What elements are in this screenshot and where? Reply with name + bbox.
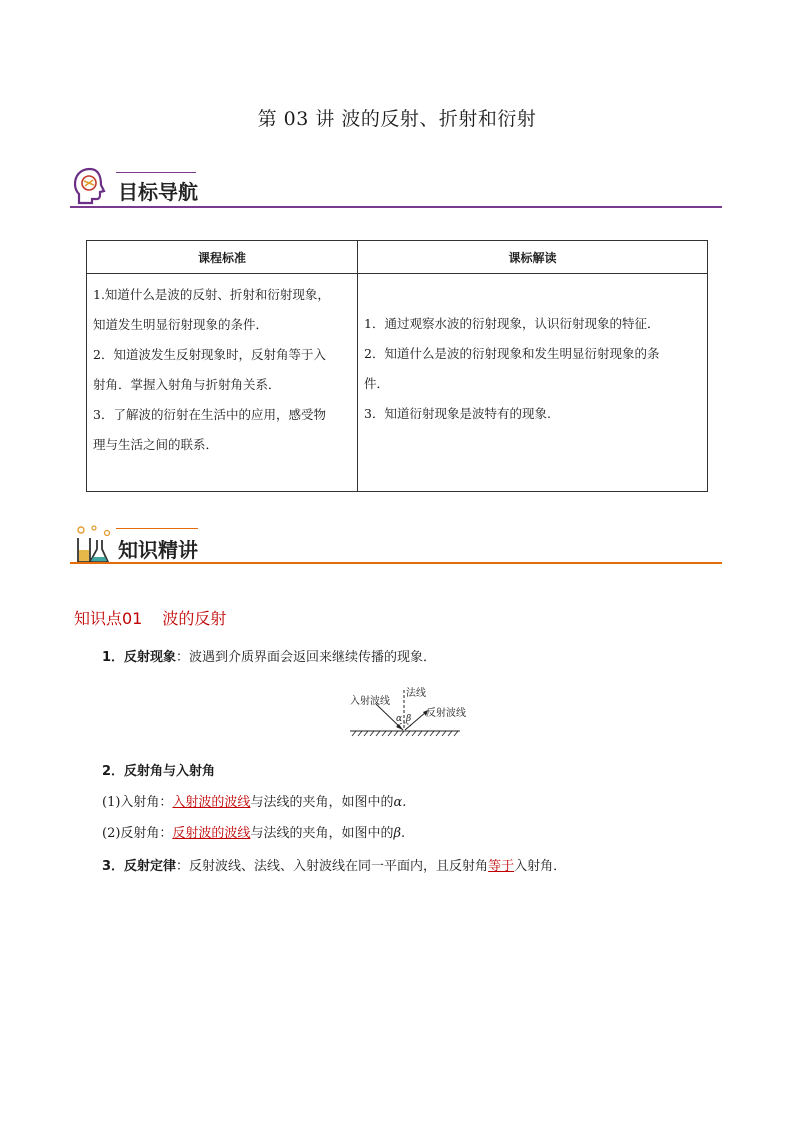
definition-text: ：波遇到介质界面会返回来继续传播的现象． (176, 650, 437, 665)
item-reflection-angle (102, 822, 405, 841)
standards-table (86, 240, 708, 492)
term-label: 1．反射现象 (102, 650, 177, 665)
normal-label: 法线 (406, 688, 426, 699)
interpretation-cell (358, 274, 708, 492)
standard-line: 3．了解波的衍射在生活中的应用，感受物 (93, 407, 326, 422)
table-row (87, 274, 708, 492)
definition-text: ：反射波线、法线、入射波线在同一平面内，且反射角 (176, 859, 489, 874)
term-label: 2．反射角与入射角 (102, 764, 216, 779)
interpretation-line: 3．知道衍射现象是波特有的现象. (364, 406, 551, 421)
knowledge-point-number: 知识点01 (74, 609, 143, 628)
reflected-ray-label: 反射波线 (426, 708, 466, 719)
definition-suffix: 与法线的夹角，如图中的 (250, 795, 394, 810)
table-header-row (87, 241, 708, 274)
knowledge-point-name: 波的反射 (162, 609, 227, 628)
header-accent-line (116, 172, 196, 173)
definition-prefix: (2)反射角： (102, 826, 173, 841)
section-header-knowledge (70, 520, 722, 570)
standard-line: 2．知道波发生反射现象时，反射角等于入 (93, 347, 326, 362)
standard-line: 1.知道什么是波的反射、折射和衍射现象， (93, 287, 330, 302)
term-label: 3．反射定律 (102, 859, 177, 874)
alpha-symbol: α. (393, 795, 407, 810)
table-header-standard: 课程标准 (87, 241, 358, 274)
section-title-goals: 目标导航 (118, 180, 198, 204)
page-title: 第 03 讲 波的反射、折射和衍射 (257, 108, 537, 130)
standard-cell (87, 274, 358, 492)
section-title-knowledge: 知识精讲 (118, 538, 198, 562)
definition-tail: 入射角． (514, 859, 567, 874)
standard-line: 射角．掌握入射角与折射角关系． (93, 377, 281, 392)
standard-line: 知道发生明显衍射现象的条件． (93, 317, 269, 332)
knowledge-point-title (74, 606, 226, 629)
section-header-goals (70, 160, 722, 210)
fill-in-answer: 入射波的波线 (172, 795, 251, 810)
item-angles-heading (102, 760, 215, 779)
table-header-interpretation: 课标解读 (358, 241, 708, 274)
section-divider (70, 206, 722, 208)
definition-suffix: 与法线的夹角，如图中的 (250, 826, 394, 841)
fill-in-answer: 等于 (488, 859, 515, 874)
lab-flask-icon (72, 524, 112, 566)
interpretation-line: 1．通过观察水波的衍射现象，认识衍射现象的特征． (364, 316, 660, 331)
item-incident-angle (102, 791, 406, 810)
interpretation-line: 2．知道什么是波的衍射现象和发生明显衍射现象的条 (364, 346, 660, 361)
reflection-diagram (346, 686, 466, 742)
fill-in-answer: 反射波的波线 (172, 826, 251, 841)
header-accent-line (116, 528, 198, 529)
beta-symbol: β. (393, 826, 406, 841)
standard-line: 理与生活之间的联系． (93, 437, 219, 452)
item-reflection-phenomenon (102, 646, 436, 665)
head-brain-icon (72, 166, 108, 206)
incident-ray-label: 入射波线 (350, 696, 390, 707)
alpha-symbol: α (396, 714, 403, 724)
beta-symbol: β (406, 714, 412, 724)
item-reflection-law (102, 855, 566, 874)
interpretation-line: 件． (364, 376, 390, 391)
section-divider (70, 562, 722, 564)
definition-prefix: (1)入射角： (102, 795, 173, 810)
